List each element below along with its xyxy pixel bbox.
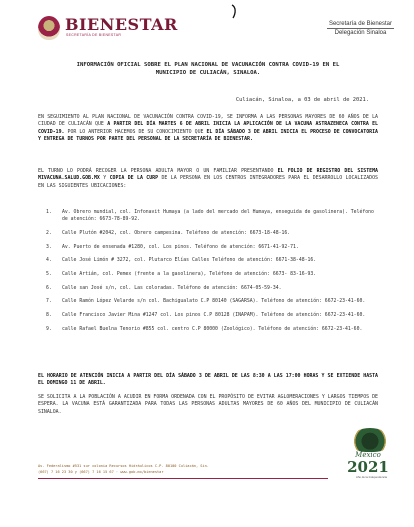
eagle-emblem-icon: [350, 428, 390, 452]
list-item: 7. Calle Ramón López Velarde s/n col. Bachigualato C.P 80140 (SAGARSA). Teléfono de atención: 6672-23-41-60.: [46, 299, 366, 305]
bienestar-logo: [38, 16, 178, 42]
list-item: 2. Calle Plutón #2042, col. Obrero campesina. Teléfono de atención: 6673-18-48-16.: [46, 230, 291, 236]
document-date: Culiacán, Sinaloa, a 03 de abril de 2021.: [235, 97, 369, 103]
list-item: 3. Av. Puerto de ensenada #1280, col. Los pinos. Teléfono de atención: 6671-41-92-71.: [46, 244, 299, 250]
list-item: 1. Av. Obrero mundial, col. Infonavit Humaya (a lado del mercado del Humaya, enseguida de gasolinera). Teléfono de atención: 6673-78-89-92.: [46, 210, 374, 223]
paragraph-request: SE SOLICITA A LA POBLACIÓN A ACUDIR EN FORMA ORDENADA CON EL PROPÓSITO DE EVITAR AGLOMERACIONES Y LARGOS TIEMPOS DE ESPERA. LA VACUNA ESTÁ GARANTIZADA PARA TODAS LAS PERSONAS ADULTAS MAYORES DE 60 AÑOS DEL MUNICIPIO DE CULIACÁN SINALOA.: [38, 394, 378, 415]
paragraph-schedule: EL HORARIO DE ATENCIÓN INICIA A PARTIR DEL DÍA SÁBADO 3 DE ABRIL DE LAS 8:30 A LAS 17:00 HORAS Y SE EXTIENDE HASTA EL DOMINGO 11 DE ABRIL.: [38, 373, 378, 387]
locations-list: [46, 209, 376, 340]
coat-of-arms-icon: [38, 16, 60, 40]
footer-address: Av. Federalismo #531 sur colonia Recursos Hidráulicos C.P. 80100 Culiacán, Sin.: [38, 464, 209, 468]
office-line-1: Secretaría de Bienestar: [328, 21, 392, 27]
list-item: 9. calle Rafael Buelna Tenorio #855 col. centro C.P 80000 (Zoológico). Teléfono de atención: 6672-23-41-60.: [46, 326, 363, 332]
brand-name: BIENESTAR: [65, 15, 178, 34]
badge-word: México: [355, 451, 381, 459]
mexico-2021-badge: [338, 428, 398, 490]
office-line-2: Delegación Sinaloa: [334, 30, 387, 36]
paragraph-turn-pickup: EL TURNO LO PODRÁ RECOGER LA PERSONA ADULTA MAYOR O UN FAMILIAR PRESENTANDO EL FOLIO DE REGISTRO DEL SISTEMA MIVACUNA.SALUD.GOB.MX Y COPIA DE LA CURP DE LA PERSONA EN LOS CENTROS INTEGRADORES PARA EL DESARROLLO LOCALIZADOS EN LAS SIGUIENTES UBICACIONES:: [38, 168, 378, 189]
list-item: 4. Calle José Limón # 3272, col. Plutarco Elías Calles Teléfono de atención: 6671-38-48-16.: [46, 258, 317, 264]
paragraph-vaccination-notice: EN SEGUIMIENTO AL PLAN NACIONAL DE VACUNACIÓN CONTRA COVID-19, SE INFORMA A LAS PERSONAS MAYORES DE 60 AÑOS DE LA CIUDAD DE CULIACÁN QUE A PARTIR DEL DÍA MARTES 6 DE ABRIL INICIA LA APLICACIÓN DE LA VACUNA ASTRAZENECA CONTRA EL COVID-19. POR LO ANTERIOR HACEMOS DE SU CONOCIMIENTO QUE EL DÍA SÁBADO 3 DE ABRIL INICIA EL PROCESO DE CONVOCATORIA Y ENTREGA DE TURNOS POR PARTE DEL PERSONAL DE LA SECRETARÍA DE BIENESTAR.: [38, 114, 378, 142]
list-item: 6. Calle san José s/n, col. Las coloradas. Teléfono de atención: 6674-05-59-34.: [46, 285, 282, 291]
brand-subtitle: SECRETARÍA DE BIENESTAR: [66, 33, 122, 37]
footer-phones: (667) 7 16 23 30 y (667) 7 16 15 67 · www.gob.mx/bienestar: [38, 469, 164, 474]
footer-divider: [38, 478, 328, 479]
list-item: 8. Calle Francisco Javier Mina #1247 col. Los pinos C.P 80128 (INAPAM). Teléfono de atención: 6672-23-41-60.: [46, 313, 366, 319]
pen-stroke-mark: [230, 4, 238, 19]
issuing-office: [327, 20, 394, 37]
badge-year: 2021: [347, 458, 389, 476]
list-item: 5. Calle Artián, col. Pemex (frente a la gasolinera), Teléfono de atención: 6673- 83-16-93.: [46, 272, 317, 278]
document-title: INFORMACIÓN OFICIAL SOBRE EL PLAN NACIONAL DE VACUNACIÓN CONTRA COVID-19 EN EL MUNICIPIO DE CULIACÁN, SINALOA.: [76, 62, 340, 76]
badge-motto: Año de la Independencia: [356, 475, 387, 479]
